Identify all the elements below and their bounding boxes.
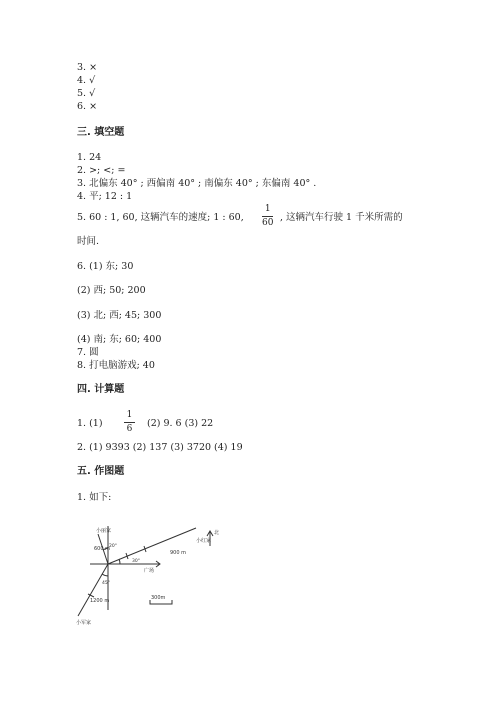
section-title: 五. 作图题 bbox=[77, 466, 125, 477]
answer-line: 5. √ bbox=[77, 88, 96, 99]
answer-line: (3) 北; 西; 45; 300 bbox=[77, 310, 162, 321]
answer-line: 8. 打电脑游戏; 40 bbox=[77, 360, 155, 371]
answer-line: (2) 西; 50; 200 bbox=[77, 285, 146, 296]
angle-arc bbox=[102, 574, 108, 576]
scale-label: 300m bbox=[151, 595, 166, 601]
fraction-denominator: 6 bbox=[126, 424, 133, 434]
answer-line: 5. 60 : 1, 60, 这辆汽车的速度; 1 : 60, bbox=[77, 212, 244, 223]
label-1200: 1200 m bbox=[90, 598, 110, 604]
fraction-bar bbox=[124, 422, 135, 423]
answer-line: 6. × bbox=[77, 101, 98, 112]
answer-line: 2. (1) 9393 (2) 137 (3) 3720 (4) 19 bbox=[77, 442, 243, 453]
label-30: 30° bbox=[132, 559, 140, 564]
answer-line: 4. √ bbox=[77, 75, 96, 86]
label-square: 广场 bbox=[144, 568, 155, 574]
angle-arc bbox=[119, 559, 120, 564]
route-to-xiaojun bbox=[78, 564, 108, 616]
fraction bbox=[124, 410, 135, 435]
answer-line: 7. 圆 bbox=[77, 347, 99, 358]
answer-line: 3. × bbox=[77, 62, 98, 73]
answer-line: 4. 平; 12 : 1 bbox=[77, 191, 133, 202]
label-north: 北 bbox=[214, 530, 220, 536]
answer-line: (4) 南; 东; 60; 400 bbox=[77, 334, 162, 345]
answer-line: 6. (1) 东; 30 bbox=[77, 261, 134, 272]
answer-line: (2) 9. 6 (3) 22 bbox=[147, 418, 214, 429]
answer-line: 1. 如下: bbox=[77, 492, 112, 503]
label-900: 900 m bbox=[170, 550, 187, 556]
answer-line: 时间. bbox=[77, 236, 100, 247]
direction-diagram bbox=[72, 520, 242, 630]
section-title: 三. 填空题 bbox=[77, 127, 125, 138]
answer-line: 2. >; <; = bbox=[77, 165, 126, 176]
fraction-numerator: 1 bbox=[126, 410, 133, 420]
fraction-bar bbox=[262, 216, 273, 217]
label-600: 600 m bbox=[94, 546, 111, 552]
section-title: 四. 计算题 bbox=[77, 384, 125, 395]
route-to-xiaohong bbox=[108, 528, 196, 564]
label-xiaoli: 小丽家 bbox=[96, 528, 112, 534]
answer-line: 1. 24 bbox=[77, 152, 102, 163]
fraction-denominator: 60 bbox=[262, 218, 274, 228]
label-20: 20° bbox=[109, 544, 117, 549]
fraction-numerator: 1 bbox=[264, 204, 271, 214]
answer-line: 3. 北偏东 40° ; 西偏南 40° ; 南偏东 40° ; 东偏南 40° . bbox=[77, 178, 317, 189]
answer-line: 1. (1) bbox=[77, 418, 103, 429]
fraction bbox=[262, 204, 273, 229]
label-xiaohong: 小红家 bbox=[196, 538, 212, 544]
label-45: 45° bbox=[102, 581, 110, 586]
label-xiaojun: 小军家 bbox=[76, 620, 92, 626]
answer-line: , 这辆汽车行驶 1 千米所需的 bbox=[280, 212, 403, 223]
